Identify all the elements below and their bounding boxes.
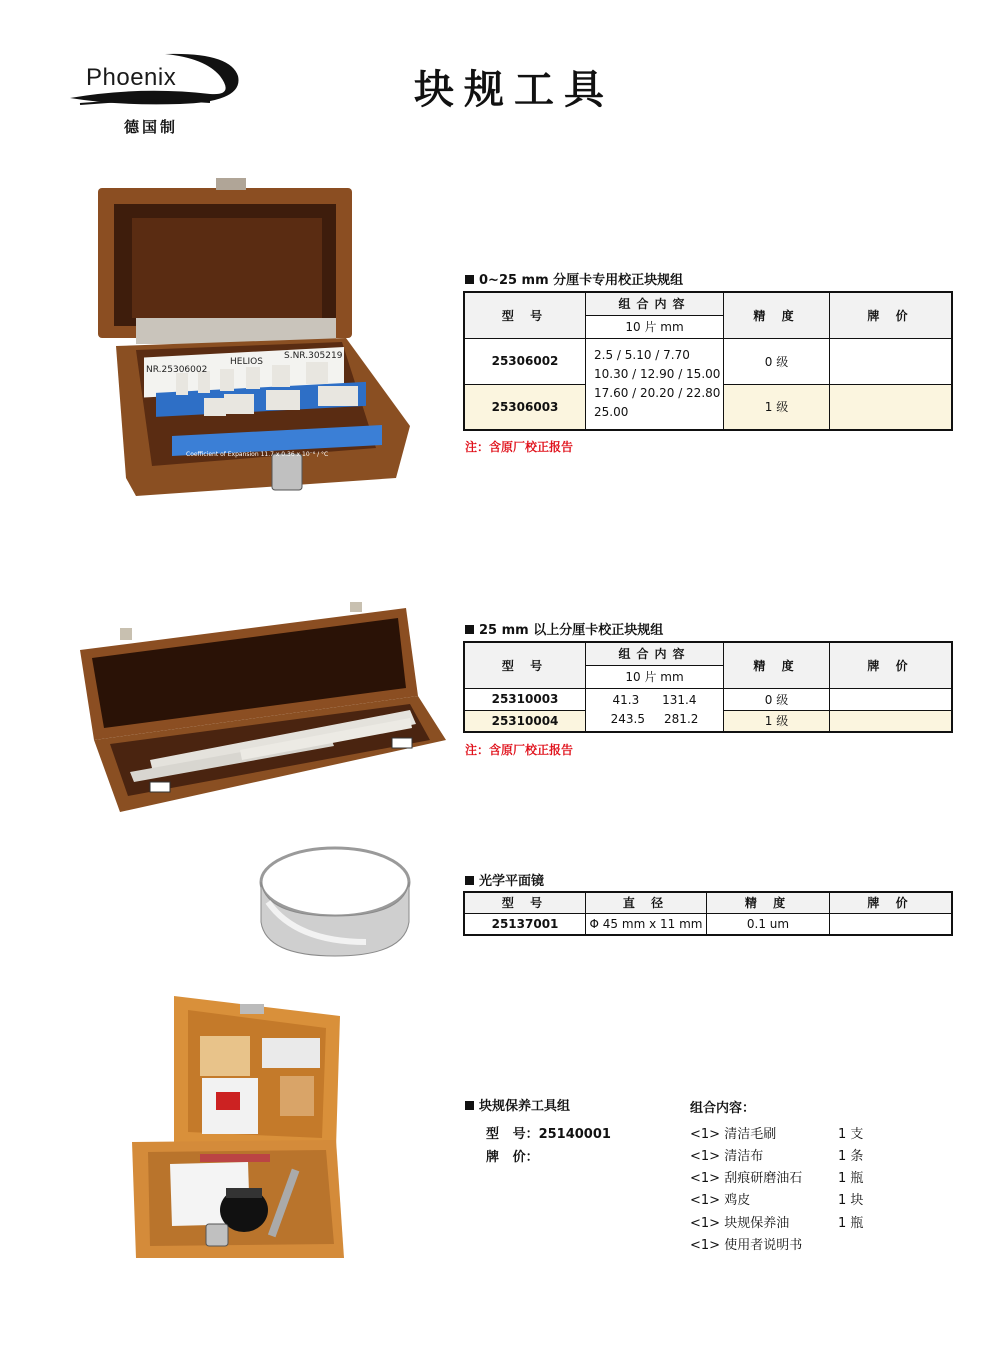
section1-title-text: 0~25 mm 分厘卡专用校正块规组 <box>479 273 684 288</box>
table-row-model: 25310003 <box>464 688 586 710</box>
section1-title <box>465 269 683 288</box>
table-row-accuracy: 0 级 <box>724 338 830 384</box>
optical-flat-photo <box>256 842 414 962</box>
content-line: 10.30 / 12.90 / 15.00 <box>594 366 721 381</box>
table-row-accuracy: 1 级 <box>724 710 830 732</box>
header-model: 型 号 <box>464 642 586 688</box>
table-row-accuracy: 0.1 um <box>707 913 830 935</box>
table-row-price <box>830 338 953 384</box>
long-gauge-block-box-photo <box>80 600 446 814</box>
section2-title <box>465 619 663 638</box>
square-bullet-icon <box>465 1101 474 1110</box>
header-accuracy: 精 度 <box>724 642 830 688</box>
list-item: <1> 块规保养油 <box>690 1216 790 1231</box>
list-item: <1> 清洁毛刷 <box>690 1127 777 1142</box>
content-line: 243.5 281.2 <box>610 711 699 726</box>
header-price: 牌 价 <box>830 642 953 688</box>
table-row-model: 25310004 <box>464 710 586 732</box>
logo-text: Phoenix <box>86 64 177 91</box>
box-brand-label: HELIOS <box>230 357 263 367</box>
list-item-qty: 1 条 <box>838 1149 864 1164</box>
list-item-qty: 1 块 <box>838 1193 864 1208</box>
header-content-sub: 10 片 mm <box>586 315 724 338</box>
kit-contents-title: 组合内容： <box>690 1101 756 1116</box>
list-item: <1> 刮痕研磨油石 <box>690 1171 803 1186</box>
section4-title-text: 块规保养工具组 <box>479 1099 571 1114</box>
table-row-model: 25306002 <box>464 338 586 384</box>
content-line: 41.3 131.4 <box>612 692 697 707</box>
table-row-accuracy: 1 级 <box>724 384 830 430</box>
gauge-block-box-photo <box>96 178 414 504</box>
list-item: <1> 清洁布 <box>690 1149 764 1164</box>
square-bullet-icon <box>465 876 474 885</box>
table-row-model: 25137001 <box>464 913 586 935</box>
header-diameter: 直 径 <box>586 892 707 913</box>
page-title: 块规工具 <box>414 67 614 113</box>
kit-price-label: 牌 价： <box>486 1150 539 1165</box>
header-content: 组合内容 <box>586 292 724 315</box>
list-item-qty: 1 瓶 <box>838 1216 864 1231</box>
header-content-sub: 10 片 mm <box>586 665 724 688</box>
box-snr-label: S.NR.305219 <box>284 351 343 361</box>
section1-spec-table <box>463 291 953 431</box>
header-accuracy: 精 度 <box>707 892 830 913</box>
square-bullet-icon <box>465 275 474 284</box>
box-serial-label: NR.25306002 <box>146 365 208 375</box>
table-row-price <box>830 913 953 935</box>
section2-note: 注：含原厂校正报告 <box>465 743 574 757</box>
header-price: 牌 价 <box>830 892 953 913</box>
table-row-price <box>830 710 953 732</box>
content-line: 2.5 / 5.10 / 7.70 <box>594 347 690 362</box>
section4-title <box>465 1095 570 1114</box>
list-item-qty: 1 支 <box>838 1127 864 1142</box>
content-line: 25.00 <box>594 404 629 419</box>
content-cell <box>586 688 724 732</box>
header-accuracy: 精 度 <box>724 292 830 338</box>
section3-spec-table <box>463 891 953 936</box>
table-row-accuracy: 0 级 <box>724 688 830 710</box>
section1-note: 注：含原厂校正报告 <box>465 440 574 454</box>
list-item: <1> 鸡皮 <box>690 1193 751 1208</box>
content-cell <box>586 338 724 430</box>
header-content: 组合内容 <box>586 642 724 665</box>
logo-subtitle: 德国制 <box>124 118 179 136</box>
section2-spec-table <box>463 641 953 733</box>
table-row-model: 25306003 <box>464 384 586 430</box>
section3-title <box>465 870 544 889</box>
maintenance-kit-box-photo <box>130 992 350 1262</box>
kit-model-label: 型 号：25140001 <box>486 1127 611 1142</box>
header-model: 型 号 <box>464 292 586 338</box>
header-model: 型 号 <box>464 892 586 913</box>
list-item-qty: 1 瓶 <box>838 1171 864 1186</box>
table-row-price <box>830 688 953 710</box>
square-bullet-icon <box>465 625 474 634</box>
table-row-diameter: Φ 45 mm x 11 mm <box>586 913 707 935</box>
box-coefficient-label: Coefficient of Expansion 11.7 x 0.36 x 10⁻⁶ / °C <box>186 451 329 458</box>
header-price: 牌 价 <box>830 292 953 338</box>
section3-title-text: 光学平面镜 <box>479 874 545 889</box>
list-item: <1> 使用者说明书 <box>690 1238 803 1253</box>
table-row-price <box>830 384 953 430</box>
section2-title-text: 25 mm 以上分厘卡校正块规组 <box>479 623 664 638</box>
content-line: 17.60 / 20.20 / 22.80 <box>594 385 721 400</box>
